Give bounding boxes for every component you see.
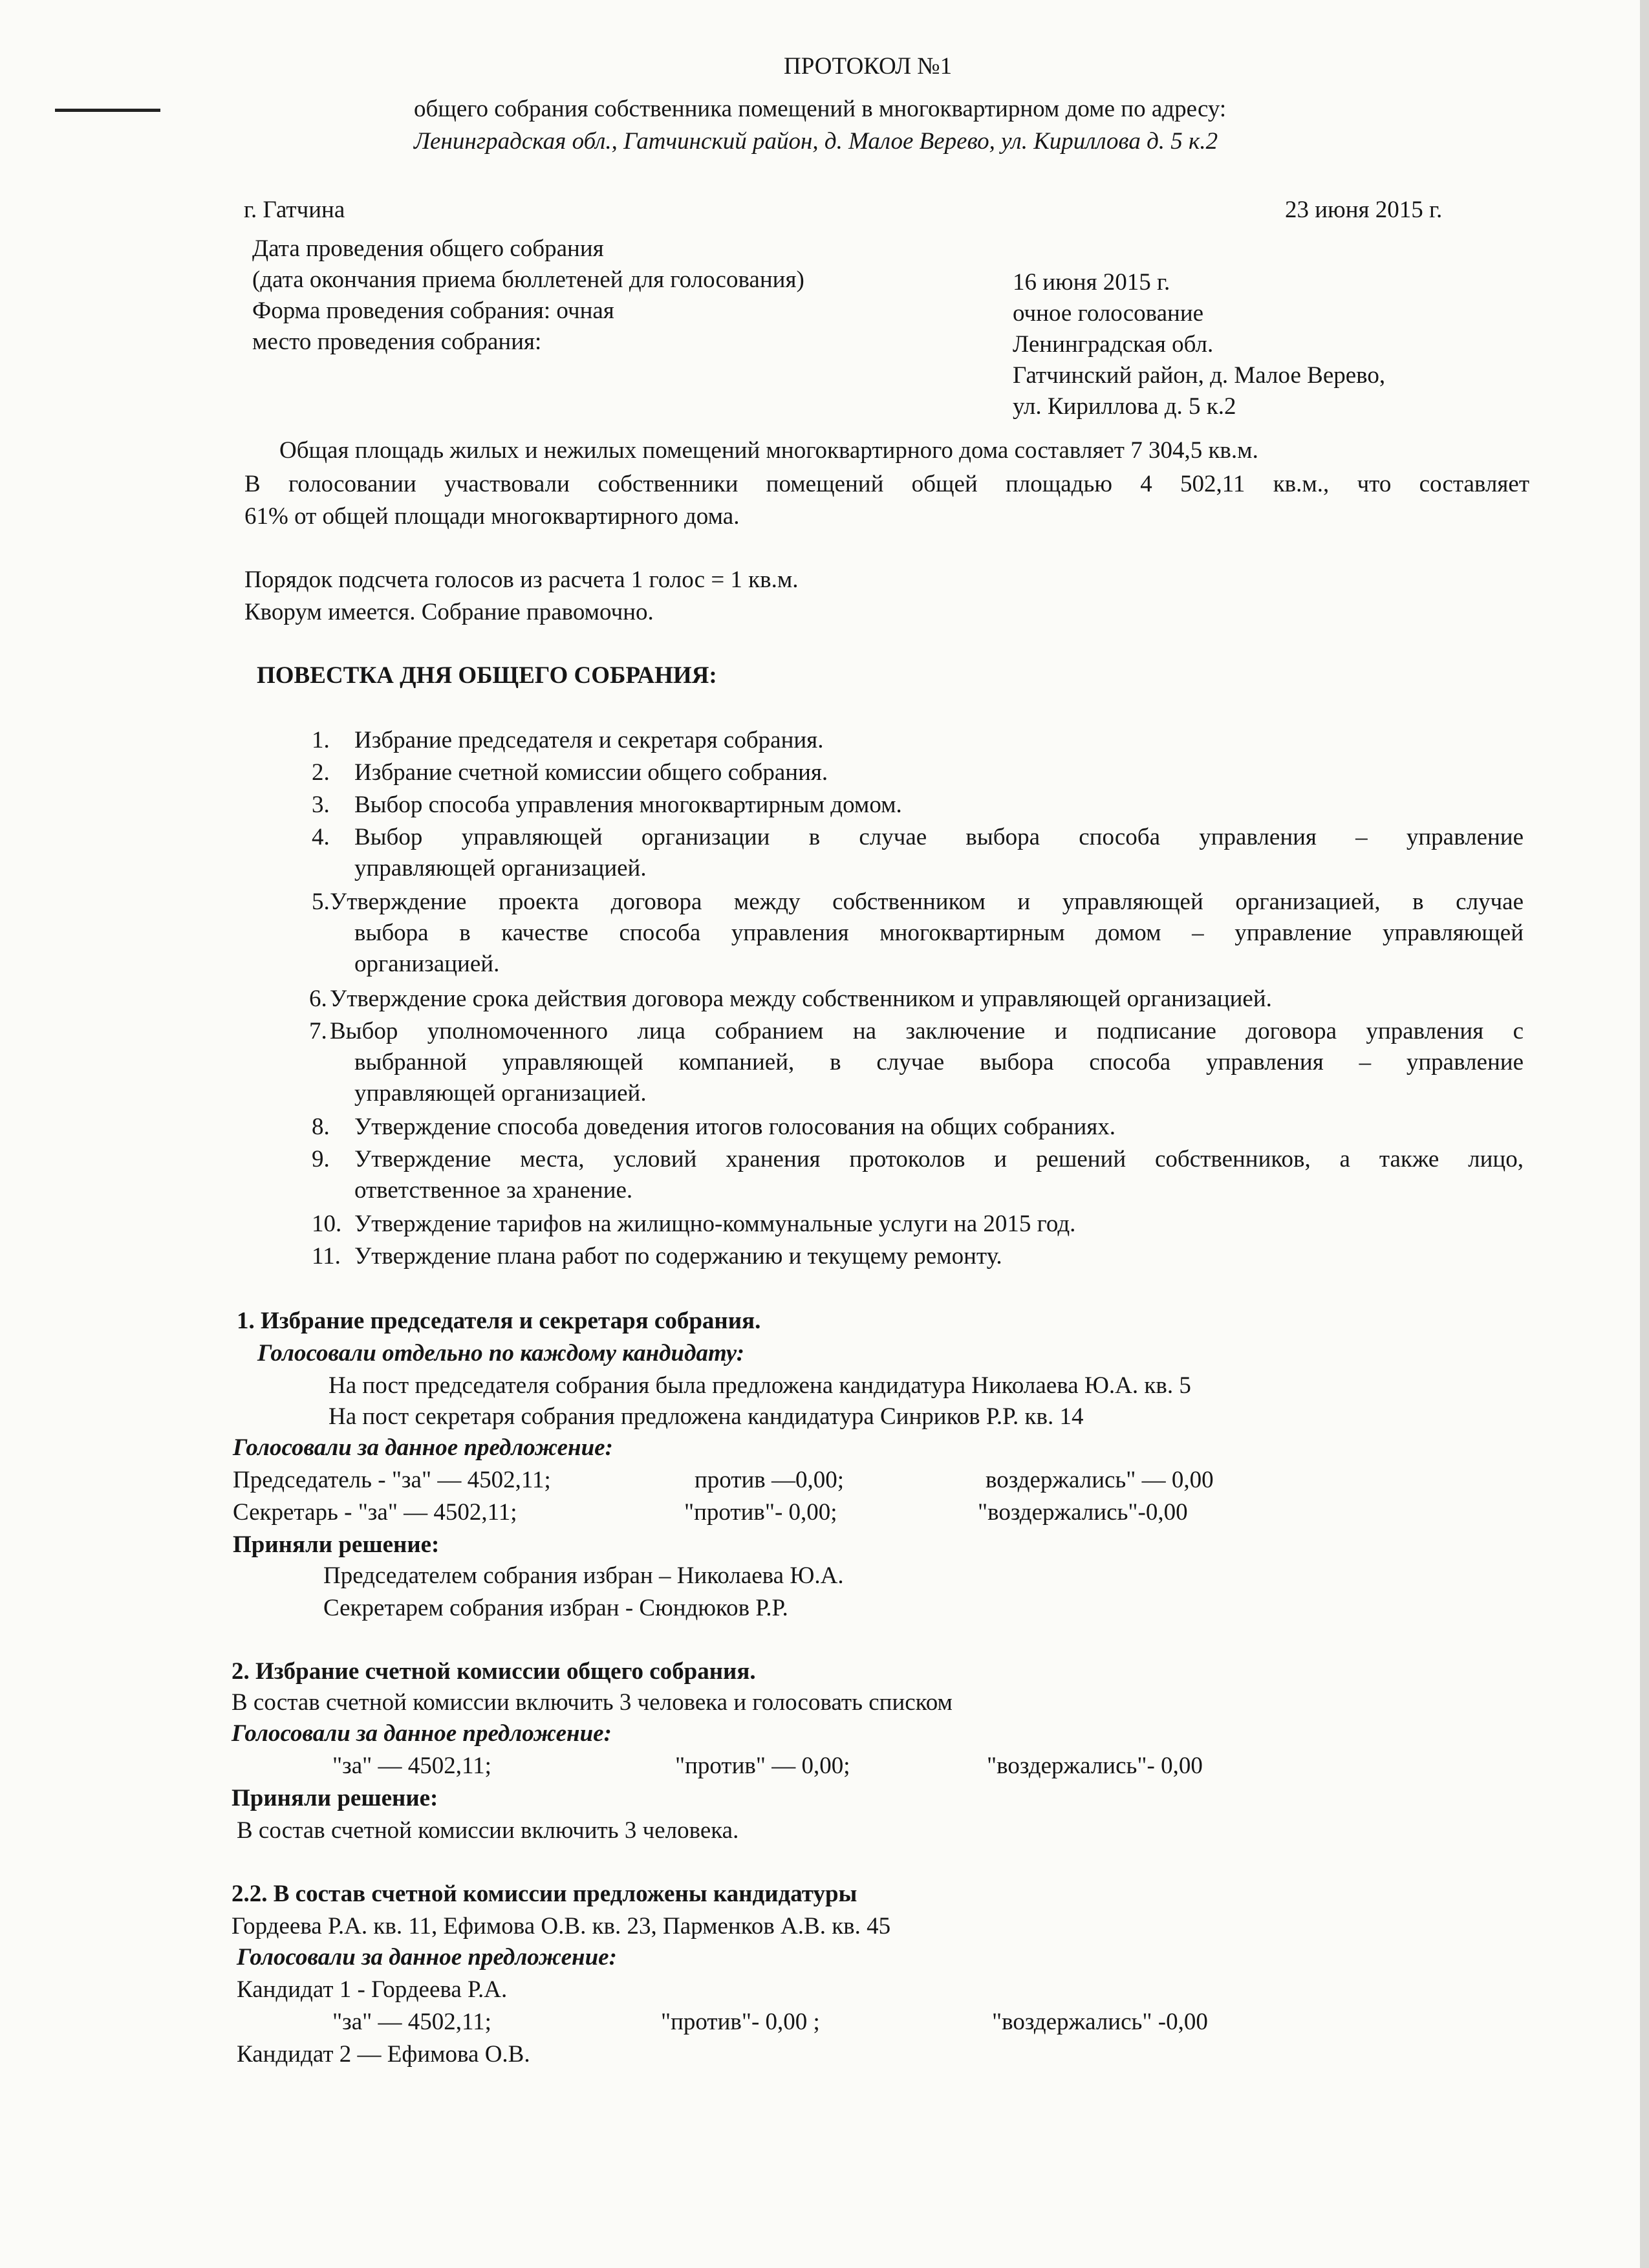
chairman-votes-for: Председатель - "за" — 4502,11; <box>233 1467 551 1493</box>
meeting-info-left-1: (дата окончания приема бюллетеней для голосования) <box>252 266 804 293</box>
city-label: г. Гатчина <box>244 197 345 223</box>
section2-heading: 2. Избрание счетной комиссии общего собрания. <box>232 1658 756 1685</box>
secretary-votes-against: "против"- 0,00; <box>684 1499 837 1526</box>
agenda-item-text: выбора в качестве способа управления многоквартирным домом – управление управляющей <box>354 920 1524 946</box>
agenda-item-text: Утверждение проекта договора между собственником и управляющей организацией, в случае <box>330 889 1524 915</box>
margin-rule-mark <box>55 109 160 112</box>
agenda-item-text: Утверждение места, условий хранения протоколов и решений собственников, а также лицо, <box>354 1146 1524 1172</box>
vote-counting-rule: Порядок подсчета голосов из расчета 1 голос = 1 кв.м. <box>244 567 799 593</box>
scan-edge-right <box>1640 0 1649 2268</box>
agenda-item-text: Выбор управляющей организации в случае выбора способа управления – управление <box>354 824 1524 850</box>
agenda-item-number: 8. <box>312 1114 330 1140</box>
agenda-item-text: Избрание председателя и секретаря собрания. <box>354 727 824 753</box>
section2-text: В состав счетной комиссии включить 3 человека и голосовать списком <box>232 1689 953 1716</box>
agenda-item-text: Выбор способа управления многоквартирным домом. <box>354 792 902 818</box>
area-percent: 61% от общей площади многоквартирного дома. <box>244 503 740 530</box>
agenda-item-text: организацией. <box>354 951 500 977</box>
agenda-item-text: выбранной управляющей компанией, в случае выбора способа управления – управление <box>354 1049 1524 1075</box>
area-total: Общая площадь жилых и нежилых помещений многоквартирного дома составляет 7 304,5 кв.м. <box>279 437 1258 464</box>
chairman-votes-abstain: воздержались" — 0,00 <box>986 1467 1214 1493</box>
area-voted: В голосовании участвовали собственники помещений общей площадью 4 502,11 кв.м., что составляет <box>244 471 1529 497</box>
agenda-item-number: 6. <box>309 986 327 1012</box>
section1-voted-separately: Голосовали отдельно по каждому кандидату: <box>257 1340 745 1366</box>
section2-votes-abstain: "воздержались"- 0,00 <box>987 1753 1203 1779</box>
agenda-item-text: Утверждение способа доведения итогов голосования на общих собраниях. <box>354 1114 1116 1140</box>
section2-decision: В состав счетной комиссии включить 3 человека. <box>237 1817 739 1844</box>
agenda-item-number: 7. <box>309 1018 327 1044</box>
decision-chairman: Председателем собрания избран – Николаева Ю.А. <box>323 1562 844 1589</box>
candidate1-name: Кандидат 1 - Гордеева Р.А. <box>237 1976 508 2003</box>
quorum-status: Кворум имеется. Собрание правомочно. <box>244 599 654 625</box>
agenda-item-number: 10. <box>312 1211 342 1237</box>
protocol-date: 23 июня 2015 г. <box>1285 197 1443 223</box>
meeting-info-left-2: Форма проведения собрания: очная <box>252 297 614 324</box>
secretary-candidate: На пост секретаря собрания предложена кандидатура Синриков Р.Р. кв. 14 <box>329 1403 1084 1430</box>
meeting-info-right-2: Ленинградская обл. <box>1013 331 1214 358</box>
section2-2-candidates: Гордеева Р.А. кв. 11, Ефимова О.В. кв. 23, Парменков А.В. кв. 45 <box>232 1913 891 1939</box>
section1-heading: 1. Избрание председателя и секретаря собрания. <box>237 1308 761 1334</box>
agenda-heading: ПОВЕСТКА ДНЯ ОБЩЕГО СОБРАНИЯ: <box>257 662 717 689</box>
candidate1-votes-against: "против"- 0,00 ; <box>661 2009 820 2035</box>
meeting-info-right-1: очное голосование <box>1013 300 1204 327</box>
agenda-item-text: управляющей организацией. <box>354 855 647 881</box>
section2-votes-for: "за" — 4502,11; <box>332 1753 491 1779</box>
secretary-votes-abstain: "воздержались"-0,00 <box>978 1499 1188 1526</box>
section2-2-voted-label: Голосовали за данное предложение: <box>237 1944 617 1971</box>
agenda-item-number: 4. <box>312 824 330 850</box>
candidate1-votes-for: "за" — 4502,11; <box>332 2009 491 2035</box>
candidate1-votes-abstain: "воздержались" -0,00 <box>992 2009 1208 2035</box>
meeting-info-left-0: Дата проведения общего собрания <box>252 235 604 262</box>
section2-decision-label: Приняли решение: <box>232 1785 438 1811</box>
meeting-info-right-3: Гатчинский район, д. Малое Верево, <box>1013 362 1386 389</box>
document-address: Ленинградская обл., Гатчинский район, д. Малое Верево, ул. Кириллова д. 5 к.2 <box>414 128 1218 155</box>
agenda-item-number: 9. <box>312 1146 330 1172</box>
agenda-item-text: Утверждение срока действия договора между собственником и управляющей организацией. <box>330 986 1272 1012</box>
agenda-item-number: 5. <box>312 889 330 915</box>
agenda-item-number: 3. <box>312 792 330 818</box>
agenda-item-text: Избрание счетной комиссии общего собрания. <box>354 759 828 786</box>
section2-votes-against: "против" — 0,00; <box>675 1753 850 1779</box>
meeting-info-right-4: ул. Кириллова д. 5 к.2 <box>1013 393 1236 420</box>
meeting-info-left-3: место проведения собрания: <box>252 329 542 355</box>
document-subtitle: общего собрания собственника помещений в многоквартирном доме по адресу: <box>414 96 1227 122</box>
secretary-votes-for: Секретарь - "за" — 4502,11; <box>233 1499 517 1526</box>
agenda-item-number: 2. <box>312 759 330 786</box>
section1-voted-label: Голосовали за данное предложение: <box>233 1434 613 1461</box>
agenda-item-text: Утверждение плана работ по содержанию и текущему ремонту. <box>354 1243 1002 1269</box>
agenda-item-text: управляющей организацией. <box>354 1080 647 1107</box>
agenda-item-text: ответственное за хранение. <box>354 1177 633 1204</box>
document-title: ПРОТОКОЛ №1 <box>784 53 953 80</box>
decision-secretary: Секретарем собрания избран - Сюндюков Р.Р. <box>323 1595 788 1621</box>
meeting-info-right-0: 16 июня 2015 г. <box>1013 269 1170 296</box>
agenda-item-number: 11. <box>312 1243 341 1269</box>
section2-voted-label: Голосовали за данное предложение: <box>232 1720 612 1747</box>
agenda-item-text: Утверждение тарифов на жилищно-коммунальные услуги на 2015 год. <box>354 1211 1076 1237</box>
chairman-candidate: На пост председателя собрания была предложена кандидатура Николаева Ю.А. кв. 5 <box>329 1372 1191 1399</box>
section2-2-heading: 2.2. В состав счетной комиссии предложены кандидатуры <box>232 1881 857 1907</box>
agenda-item-text: Выбор уполномоченного лица собранием на заключение и подписание договора управления с <box>330 1018 1524 1044</box>
candidate2-name: Кандидат 2 — Ефимова О.В. <box>237 2041 530 2068</box>
chairman-votes-against: против —0,00; <box>695 1467 845 1493</box>
section1-decision-label: Приняли решение: <box>233 1531 440 1558</box>
agenda-item-number: 1. <box>312 727 330 753</box>
